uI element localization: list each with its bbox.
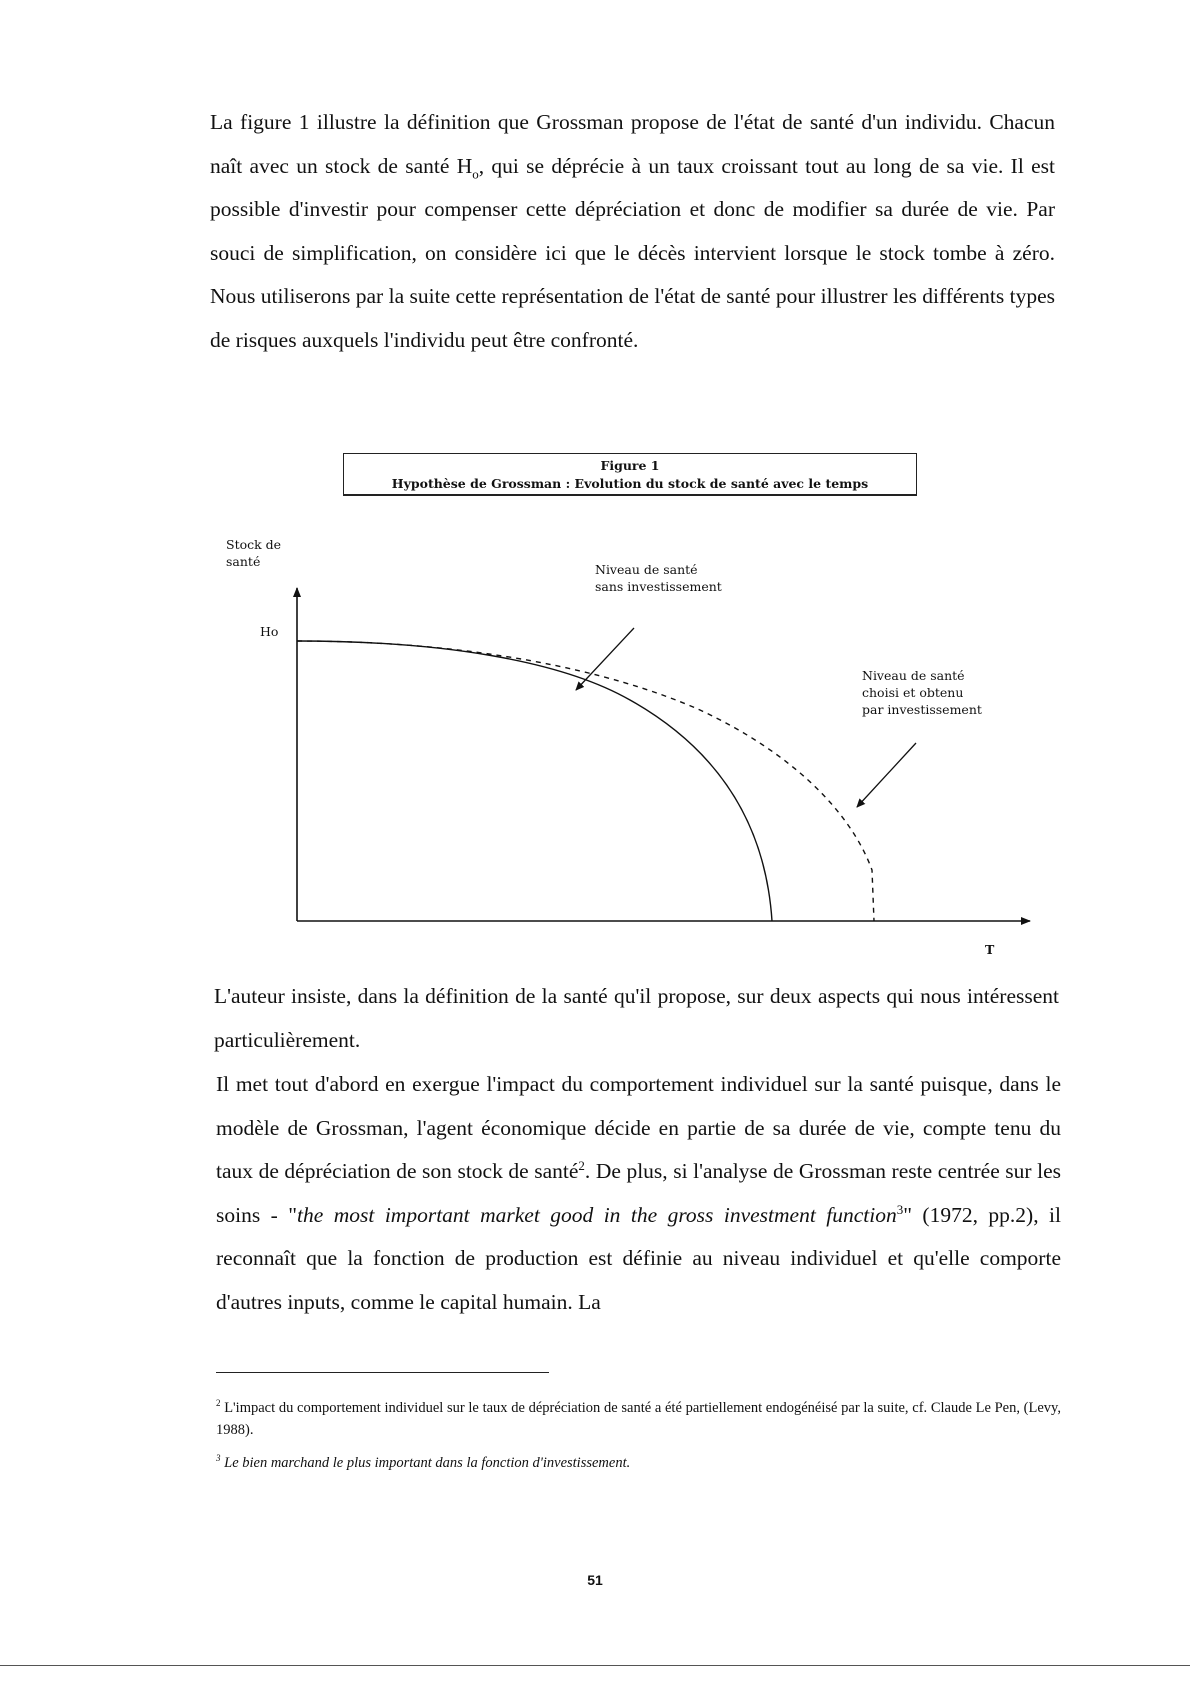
annotation-no-investment — [595, 561, 722, 595]
footnote-3 — [216, 1447, 1061, 1474]
figure-number: Figure 1 — [600, 458, 660, 473]
annotation-investment — [862, 667, 982, 718]
behaviour-text-a: Il met tout d'abord en exergue l'impact du comportement individuel sur la santé puisque, dans le modèle de Grossman, l'agent économique décide en partie de sa durée de vie, compte tenu du taux de dépréciation de son stock de santé — [216, 1072, 1061, 1183]
pointer-investment — [857, 743, 916, 807]
footnote-3-text: Le bien marchand le plus important dans la fonction d'investissement. — [220, 1454, 631, 1471]
annotation-investment-line1: Niveau de santé — [862, 668, 965, 683]
footnote-ref-3[interactable]: 3 — [896, 1201, 904, 1217]
annotation-investment-line3: par investissement — [862, 702, 982, 717]
curve-without-investment — [297, 641, 772, 921]
footnote-ref-2[interactable]: 2 — [578, 1157, 585, 1173]
intro-text-b: , qui se déprécie à un taux croissant tout au long de sa vie. Il est possible d'investir pour compenser cette dépréciation et donc de modifier sa durée de vie. Par souci de simplification, on considère ici que le décès intervient lorsque le stock tombe à zéro. Nous utiliserons par la suite cette représentation de l'état de santé pour illustrer les différents types de risques auxquels l'individu peut être confronté. — [210, 153, 1055, 352]
y-start-label: Ho — [260, 624, 279, 639]
footnote-2-text: L'impact du comportement individuel sur le taux de dépréciation de santé a été partiellement endogénéisé par la suite, cf. Claude Le Pen, (Levy, 1988). — [216, 1399, 1061, 1438]
subscript-o: o — [472, 165, 479, 181]
x-axis-label: T — [985, 942, 995, 957]
y-label-line1: Stock de — [226, 537, 282, 552]
page-number: 51 — [587, 1572, 603, 1588]
intro-text-a: La figure 1 illustre la définition que Grossman propose de l'état de santé d'un individu. Chacun naît avec un stock de santé H — [210, 110, 1055, 178]
y-label-line2: santé — [226, 554, 261, 569]
figure-caption-box — [343, 453, 917, 496]
behaviour-paragraph — [216, 1063, 1061, 1324]
footnote-3-marker: 3 — [216, 1453, 221, 1463]
footnote-2-marker: 2 — [216, 1398, 221, 1408]
grossman-quote: the most important market good in the gross investment function — [297, 1202, 897, 1227]
footnote-2 — [216, 1392, 1061, 1441]
y-axis-label — [226, 536, 281, 570]
annotation-investment-line2: choisi et obtenu — [862, 685, 964, 700]
behaviour-text-c: " (1972, pp.2), il reconnaît que la fonction de production est définie au niveau individuel et qu'elle comporte d'autres inputs, comme le capital humain. La — [216, 1202, 1061, 1314]
intro-paragraph — [210, 101, 1055, 362]
page-bottom-rule — [0, 1665, 1190, 1666]
footnote-divider — [216, 1372, 549, 1373]
annotation-no-investment-line1: Niveau de santé — [595, 562, 698, 577]
behaviour-text-b: . De plus, si l'analyse de Grossman reste centrée sur les soins - " — [216, 1159, 1062, 1227]
pointer-no-investment — [576, 628, 634, 690]
aspects-paragraph: L'auteur insiste, dans la définition de la santé qu'il propose, sur deux aspects qui nous intéressent particulièrement. — [214, 984, 1059, 1052]
annotation-no-investment-line2: sans investissement — [595, 579, 722, 594]
figure-caption: Hypothèse de Grossman : Evolution du stock de santé avec le temps — [391, 476, 869, 491]
curve-with-investment — [297, 641, 874, 921]
